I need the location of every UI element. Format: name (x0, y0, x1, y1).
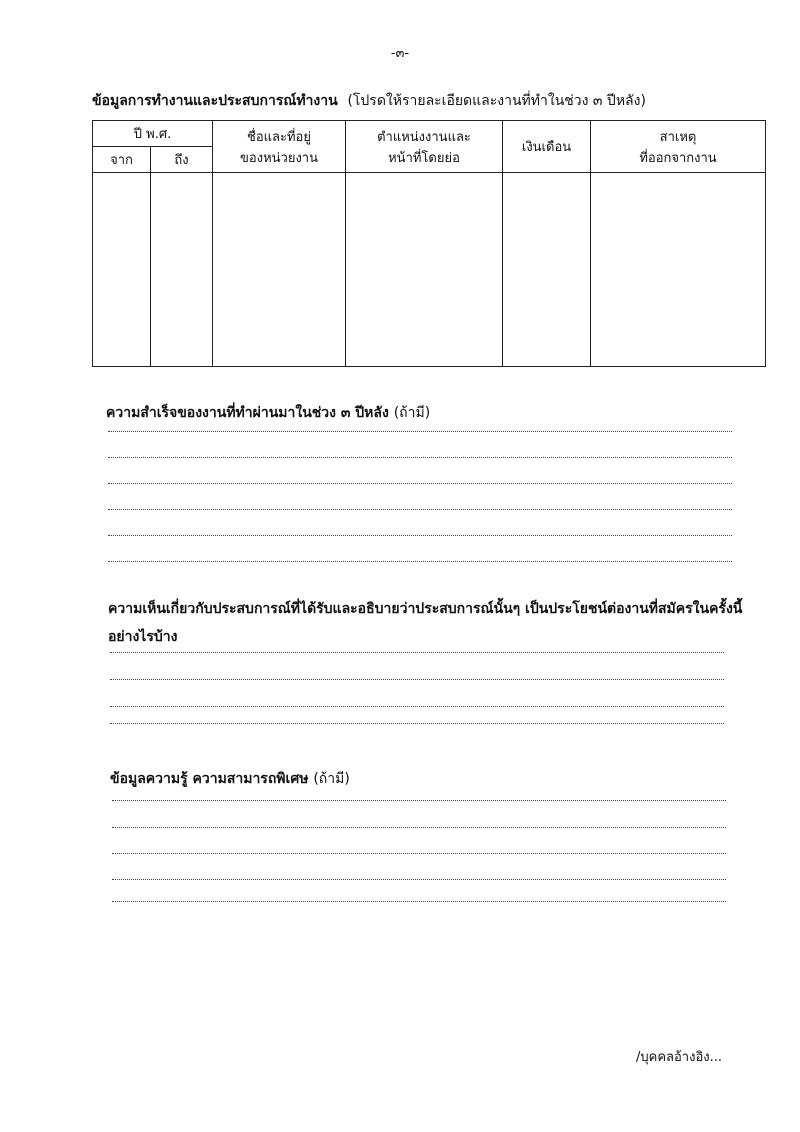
skills-line[interactable] (112, 901, 726, 902)
to-header: ถึง (151, 147, 213, 173)
opinion-line[interactable] (110, 706, 724, 707)
continued-next-page: /บุคคลอ้างอิง... (636, 1050, 722, 1065)
skills-note: (ถ้ามี) (313, 771, 350, 787)
opinion-line[interactable] (110, 652, 724, 653)
to-cell[interactable] (151, 173, 213, 367)
achievements-note: (ถ้ามี) (393, 405, 431, 421)
position-cell[interactable] (346, 173, 503, 367)
work-history-title (92, 90, 646, 112)
work-history-note: (โปรดให้รายละเอียดและงานที่ทำในช่วง ๓ ปีหลัง) (347, 93, 646, 109)
reason-cell[interactable] (591, 173, 766, 367)
achievements-line[interactable] (108, 431, 732, 432)
skills-line[interactable] (112, 827, 726, 828)
achievements-line[interactable] (108, 509, 732, 510)
opinion-line[interactable] (110, 679, 724, 680)
from-header: จาก (93, 147, 151, 173)
achievements-line[interactable] (108, 457, 732, 458)
org-header-line2: ของหน่วยงาน (240, 150, 318, 166)
org-header (213, 121, 346, 173)
position-header-line1: ตำแหน่งงานและ (377, 129, 471, 145)
skills-line[interactable] (112, 800, 726, 801)
org-cell[interactable] (213, 173, 346, 367)
achievements-line[interactable] (108, 561, 732, 562)
position-header-line2: หน้าที่โดยย่อ (388, 150, 460, 166)
position-header (346, 121, 503, 173)
year-header: ปี พ.ศ. (93, 121, 213, 147)
org-header-line1: ชื่อและที่อยู่ (247, 129, 311, 145)
skills-title-text: ข้อมูลความรู้ ความสามารถพิเศษ (110, 771, 309, 787)
reason-header-line1: สาเหตุ (659, 129, 697, 145)
work-history-title-text: ข้อมูลการทำงานและประสบการณ์ทำงาน (92, 93, 338, 109)
salary-header: เงินเดือน (503, 121, 591, 173)
skills-line[interactable] (112, 853, 726, 854)
achievements-line[interactable] (108, 535, 732, 536)
achievements-line[interactable] (108, 483, 732, 484)
page-number: -๓- (390, 46, 410, 61)
opinion-line[interactable] (110, 723, 724, 724)
work-history-table (92, 120, 766, 367)
opinion-title (108, 598, 742, 648)
salary-cell[interactable] (503, 173, 591, 367)
reason-header-line2: ที่ออกจากงาน (639, 150, 717, 166)
achievements-title (106, 402, 430, 424)
from-cell[interactable] (93, 173, 151, 367)
skills-title (110, 768, 350, 790)
opinion-title-line2: อย่างไรบ้าง (108, 629, 178, 645)
skills-line[interactable] (112, 879, 726, 880)
opinion-title-line1: ความเห็นเกี่ยวกับประสบการณ์ที่ได้รับและอธิบายว่าประสบการณ์นั้นๆ เป็นประโยชน์ต่องานที่สมัครในครั้งนี้ (108, 601, 743, 617)
reason-header (591, 121, 766, 173)
achievements-title-text: ความสำเร็จของงานที่ทำผ่านมาในช่วง ๓ ปีหลัง (106, 405, 389, 421)
